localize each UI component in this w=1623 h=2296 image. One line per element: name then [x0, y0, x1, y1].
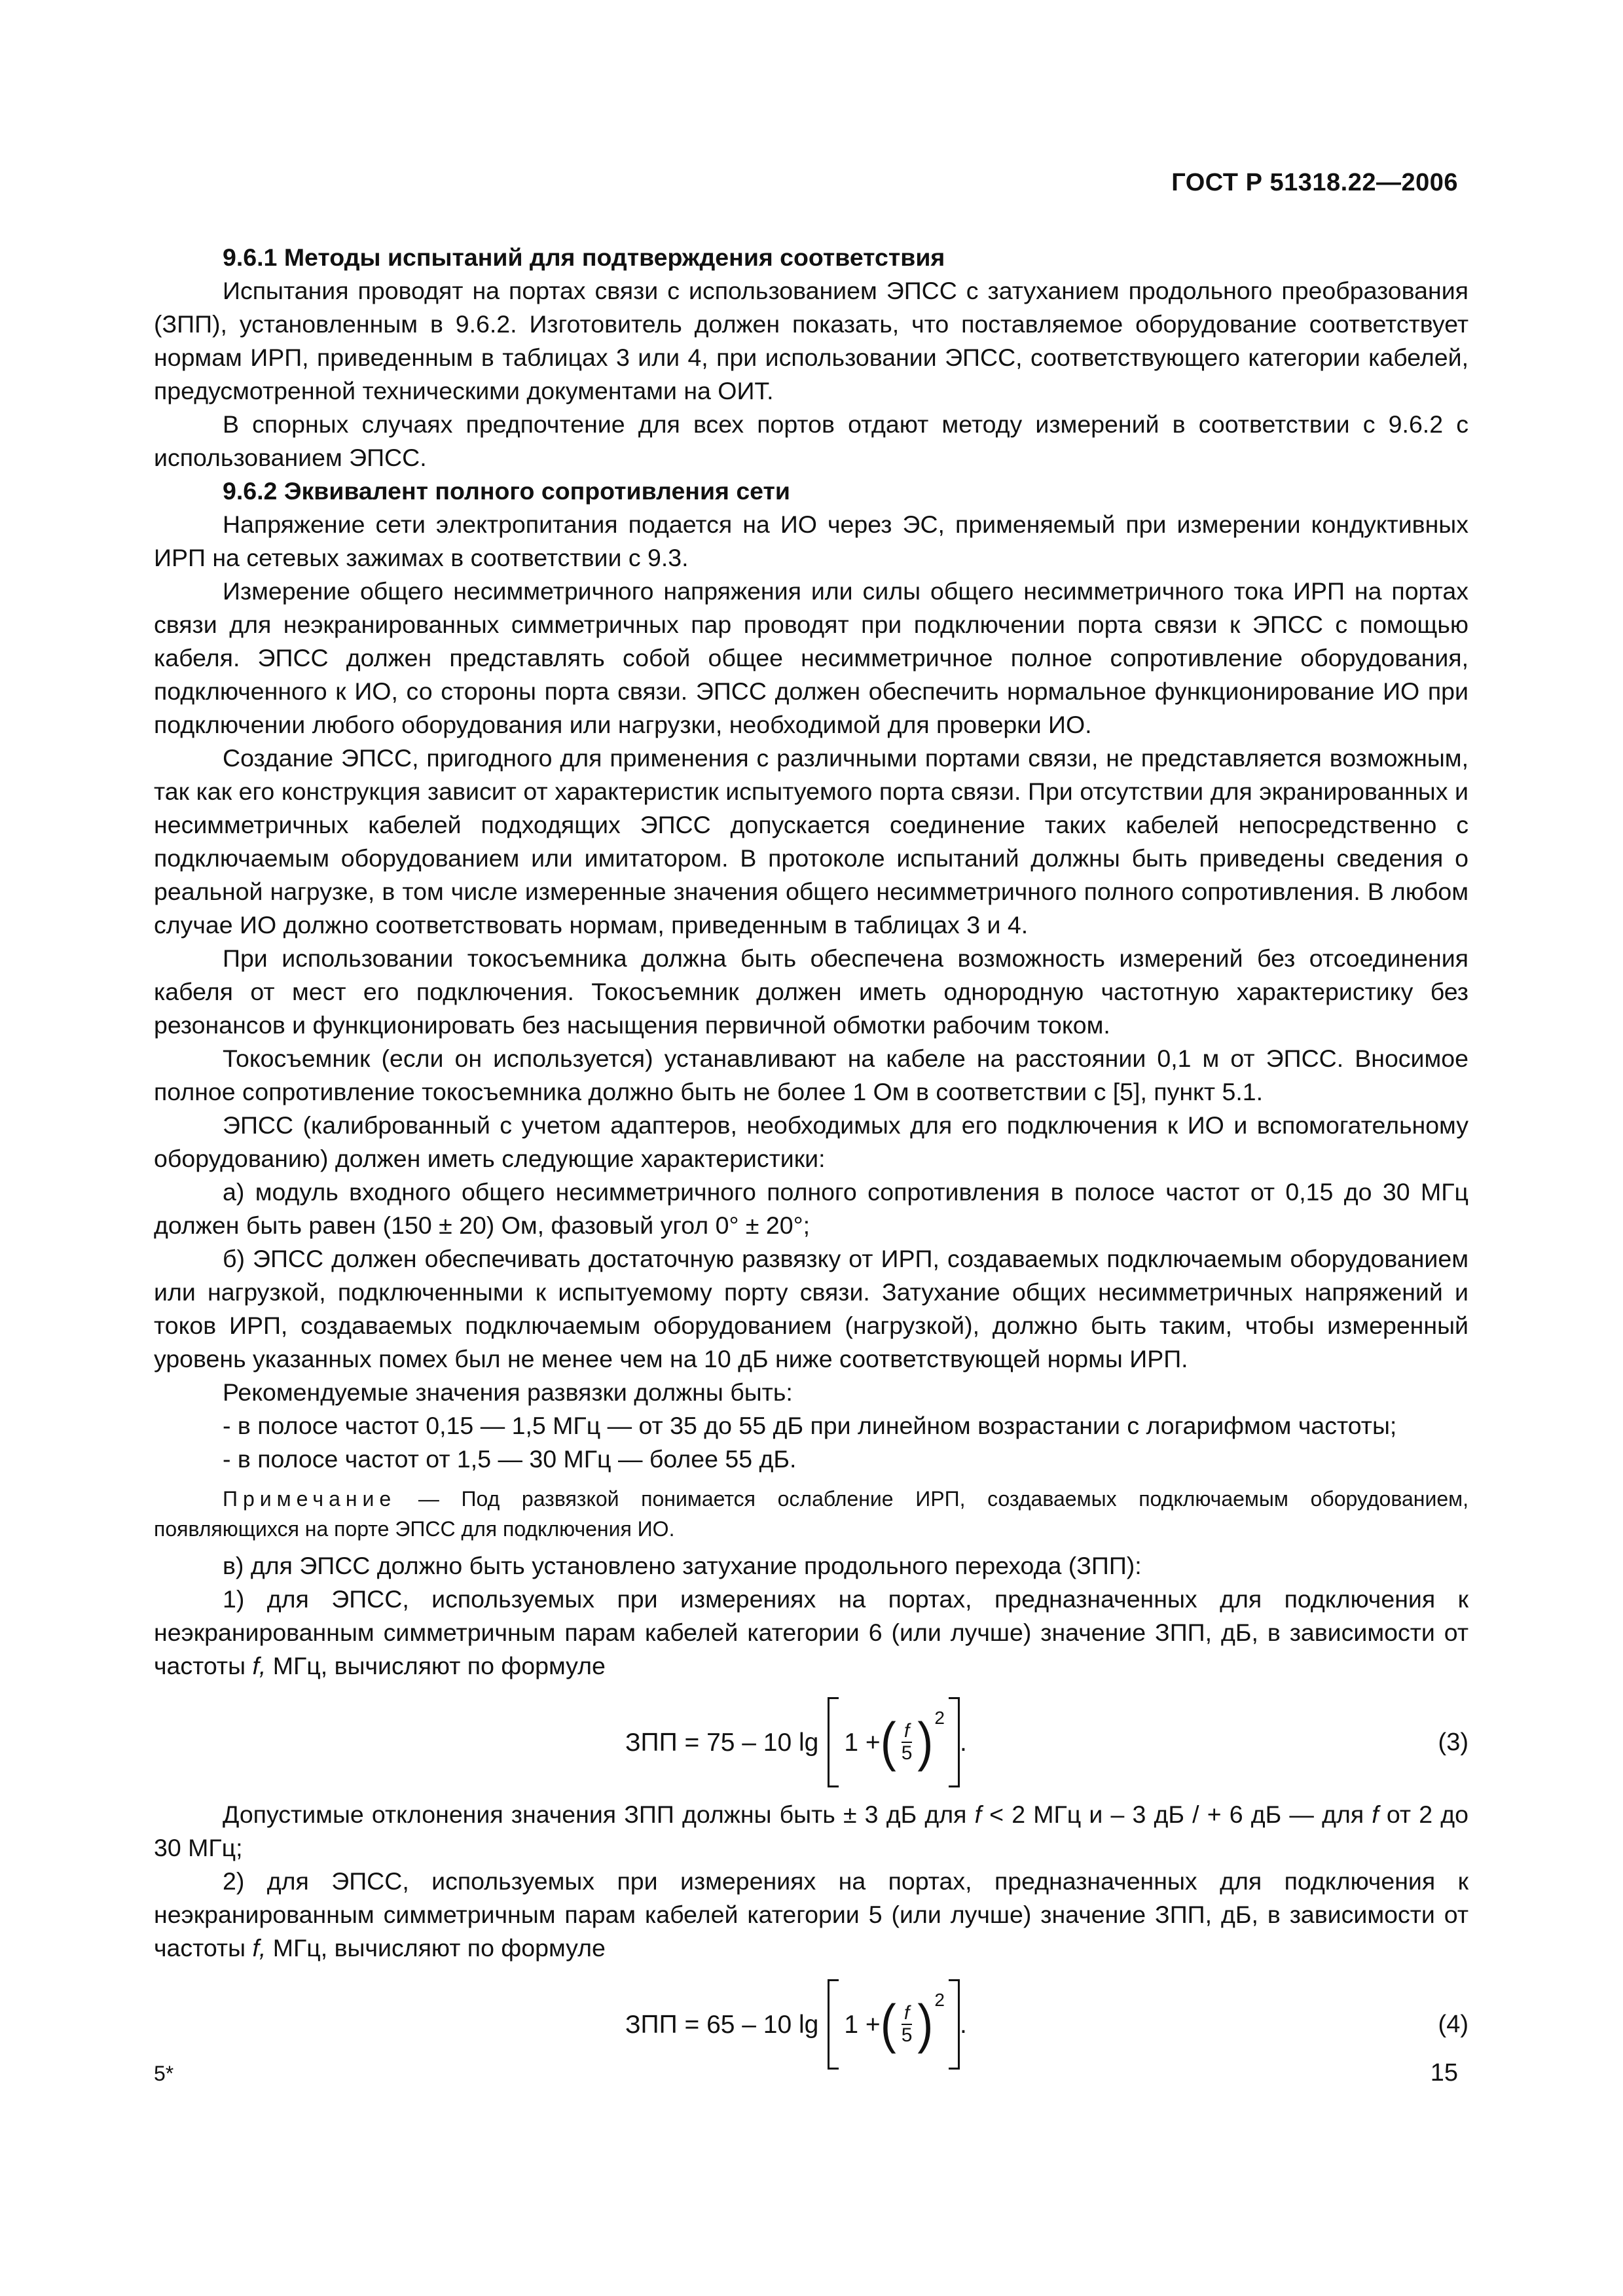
left-bracket [828, 1979, 839, 2070]
paragraph: Создание ЭПСС, пригодного для применения с различными портами связи, не представляется возможным, так как его конструкция зависит от характеристик испытуемого порта связи. При отсутствии для экранированных и несимметричных кабелей подходящих ЭПСС допускается соединение таких кабелей непосредственно с подключаемым оборудованием или имитатором. В протоколе испытаний должны быть приведены сведения о реальной нагрузке, в том числе измеренные значения общего несимметричного полного сопротивления. В любом случае ИО должно соответствовать нормам, приведенным в таблицах 3 и 4. [154, 744, 1468, 939]
fraction: $\frac{f}{5}$ [901, 2002, 913, 2046]
paragraph: Испытания проводят на портах связи с использованием ЭПСС с затуханием продольного преобразования (ЗПП), установленным в 9.6.2. Изготовитель должен показать, что поставляемое оборудование соответствует нормам ИРП, приведенным в таблицах 3 или 4, при использовании ЭПСС, соответствующего категории кабелей, предусмотренной техническими документами на ОИТ. [154, 277, 1468, 404]
list-item-a: а) модуль входного общего несимметричного полного сопротивления в полосе частот от 0,15 до 30 МГц должен быть равен (150 ± 20) Ом, фазовый угол 0° ± 20°; [154, 1178, 1468, 1239]
fraction: $\frac{f}{5}$ [901, 1720, 913, 1764]
list-item-c: в) для ЭПСС должно быть установлено затухание продольного перехода (ЗПП): [223, 1552, 1142, 1579]
page-number: 15 [1430, 2059, 1458, 2087]
signature-mark: 5* [154, 2062, 174, 2085]
variable-f: f, [252, 1652, 266, 1679]
document-body [154, 241, 1468, 2080]
paragraph: При использовании токосъемника должна быть обеспечена возможность измерений без отсоединения кабеля от мест его подключения. Токосъемник должен иметь однородную частотную характеристику без резонансов и функционировать без насыщения первичной обмотки рабочим током. [154, 944, 1468, 1039]
paragraph: Измерение общего несимметричного напряжения или силы общего несимметричного тока ИРП на портах связи для неэкранированных симметричных пар проводят при подключении порта связи к ЭПСС с помощью кабеля. ЭПСС должен представлять собой общее несимметричное полное сопротивление оборудования, подключенного к ИО, со стороны порта связи. ЭПСС должен обеспечить нормальное функционирование ИО при подключении любого оборудования или нагрузки, необходимой для проверки ИО. [154, 577, 1468, 738]
note-text: — Под развязкой понимается ослабление ИРП, создаваемых подключаемым оборудованием, появляющихся на порте ЭПСС для подключения ИО. [154, 1487, 1468, 1541]
right-bracket [949, 1979, 960, 2070]
sub-item-2: 2) для ЭПСС, используемых при измерениях на портах, предназначенных для подключения к неэкранированным симметричным парам кабелей категории 5 (или лучше) значение ЗПП, дБ, в зависимости от частоты f, МГц, вычисляют по формуле [154, 1867, 1468, 1962]
formula-number: (4) [1438, 2010, 1468, 2038]
parenthesized-fraction: ( $\frac{f}{5}$ ) [880, 1712, 934, 1772]
variable-f: f, [252, 1934, 266, 1962]
paragraph: Допустимые отклонения значения ЗПП должны быть ± 3 дБ для f < 2 МГц и – 3 дБ / + 6 дБ — для f от 2 до 30 МГц; [154, 1801, 1468, 1861]
sub-item-1: 1) для ЭПСС, используемых при измерениях на портах, предназначенных для подключения к неэкранированным симметричным парам кабелей категории 6 (или лучше) значение ЗПП, дБ, в зависимости от частоты f, МГц, вычисляют по формуле [154, 1585, 1468, 1679]
paragraph: ЭПСС (калиброванный с учетом адаптеров, необходимых для его подключения к ИО и вспомогательному оборудованию) должен иметь следующие характеристики: [154, 1111, 1468, 1172]
exponent: 2 [934, 1989, 945, 2010]
dash-item: - в полосе частот 0,15 — 1,5 МГц — от 35 до 55 дБ при линейном возрастании с логарифмом частоты; [223, 1412, 1397, 1439]
section-heading-9-6-1: 9.6.1 Методы испытаний для подтверждения соответствия [223, 243, 945, 271]
list-item-b: б) ЭПСС должен обеспечивать достаточную развязку от ИРП, создаваемых подключаемым оборудованием или нагрузкой, подключенными к испытуемому порту связи. Затухание общих несимметричных напряжений и токов ИРП, создаваемых подключаемым оборудованием (нагрузкой), должно быть таким, чтобы измеренный уровень указанных помех был не менее чем на 10 дБ ниже соответствующей нормы ИРП. [154, 1245, 1468, 1372]
paragraph: Напряжение сети электропитания подается на ИО через ЭС, применяемый при измерении кондуктивных ИРП на сетевых зажимах в соответствии с 9.3. [154, 511, 1468, 571]
exponent: 2 [934, 1707, 945, 1728]
paragraph: Рекомендуемые значения развязки должны быть: [223, 1378, 793, 1406]
right-bracket [949, 1697, 960, 1787]
section-heading-9-6-2: 9.6.2 Эквивалент полного сопротивления сети [223, 477, 790, 505]
formula-4 [154, 1969, 1468, 2080]
note-label: Примечание [223, 1487, 397, 1511]
note [154, 1484, 1468, 1544]
formula-3 [154, 1687, 1468, 1798]
formula-4-expression: ЗПП = 65 – 10 lg 1 + ( $\frac{f}{5}$ ) 2 . [625, 1969, 967, 2080]
paragraph: В спорных случаях предпочтение для всех портов отдают методу измерений в соответствии с 9.6.2 с использованием ЭПСС. [154, 410, 1468, 471]
formula-3-expression: ЗПП = 75 – 10 lg 1 + ( $\frac{f}{5}$ ) 2 . [625, 1687, 967, 1798]
dash-item: - в полосе частот от 1,5 — 30 МГц — более 55 дБ. [223, 1445, 797, 1473]
document-header: ГОСТ Р 51318.22—2006 [1171, 169, 1458, 196]
parenthesized-fraction: ( $\frac{f}{5}$ ) [880, 1994, 934, 2054]
left-bracket [828, 1697, 839, 1787]
formula-number: (3) [1438, 1728, 1468, 1756]
paragraph: Токосъемник (если он используется) устанавливают на кабеле на расстоянии 0,1 м от ЭПСС. Вносимое полное сопротивление токосъемника должно быть не более 1 Ом в соответствии с [5], пункт 5.1. [154, 1045, 1468, 1105]
